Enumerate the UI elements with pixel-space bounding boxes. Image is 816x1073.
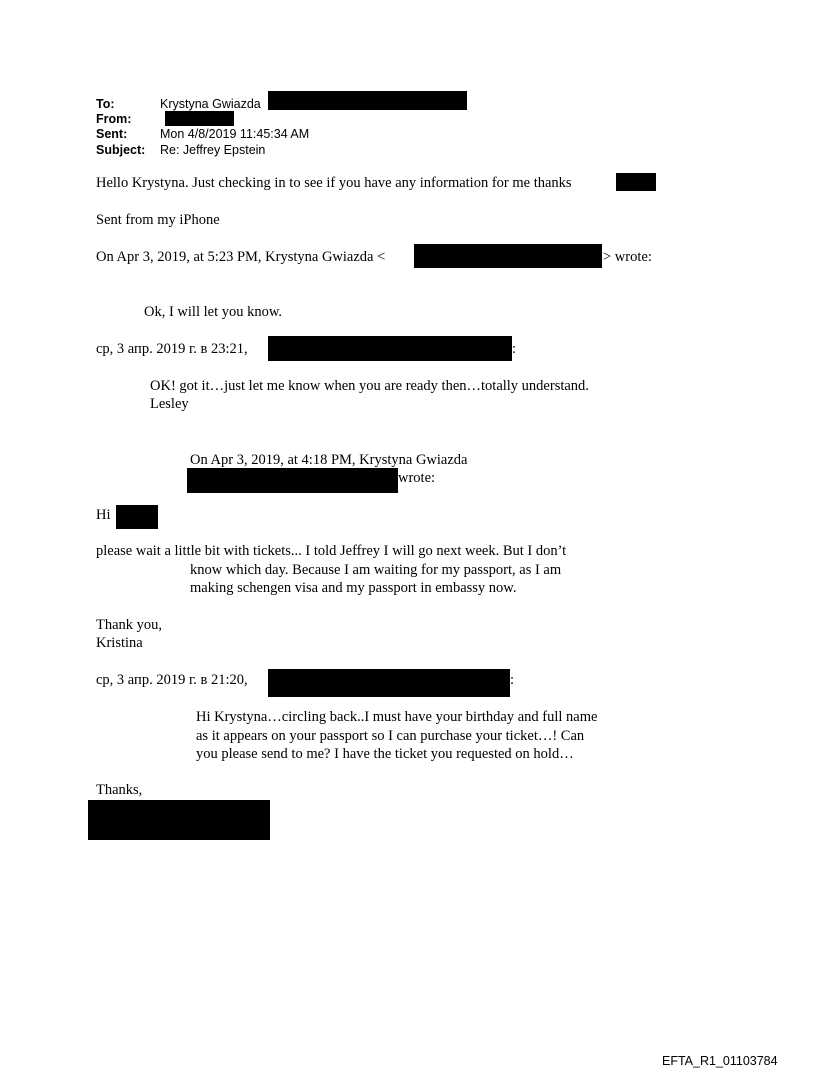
sent-label: Sent: <box>96 127 128 141</box>
redaction-from <box>165 111 234 126</box>
circling-line3: you please send to me? I have the ticket you requested on hold… <box>196 746 574 762</box>
redaction-to-email <box>268 91 467 110</box>
hi-line: Hi <box>96 507 111 523</box>
quote2-line2: Lesley <box>150 396 189 412</box>
quote1-text: Ok, I will let you know. <box>144 304 283 320</box>
redaction-hi-name <box>116 505 158 529</box>
redaction-quote1-email <box>414 244 602 268</box>
circling-line2: as it appears on your passport so I can purchase your ticket…! Can <box>196 728 585 744</box>
thank-you: Thank you, <box>96 617 163 633</box>
redaction-quote4-sender <box>268 669 510 697</box>
circling-line1: Hi Krystyna…circling back..I must have your birthday and full name <box>196 709 598 725</box>
quote3-intro-line1: On Apr 3, 2019, at 4:18 PM, Krystyna Gwiazda <box>190 452 468 468</box>
document-id: EFTA_R1_01103784 <box>662 1054 778 1068</box>
quote2-intro-end: : <box>512 341 517 357</box>
from-label: From: <box>96 112 132 126</box>
quote1-intro-end: > wrote: <box>603 249 652 265</box>
quote2-line1: OK! got it…just let me know when you are ready then…totally understand. <box>150 378 589 394</box>
quote4-intro: ср, 3 апр. 2019 г. в 21:20, <box>96 672 248 688</box>
redaction-signature <box>88 800 270 840</box>
subject-label: Subject: <box>96 143 146 157</box>
kristina-signature: Kristina <box>96 635 143 651</box>
sent-value: Mon 4/8/2019 11:45:34 AM <box>160 127 310 141</box>
please-line1: please wait a little bit with tickets... I told Jeffrey I will go next week. But I don’t <box>96 543 567 559</box>
thanks-line: Thanks, <box>96 782 143 798</box>
iphone-signature: Sent from my iPhone <box>96 212 220 228</box>
quote3-intro-line2-end: wrote: <box>398 470 436 486</box>
redaction-greeting-name <box>616 173 656 191</box>
redaction-quote2-sender <box>268 336 512 361</box>
greeting-line: Hello Krystyna. Just checking in to see if you have any information for me thanks <box>96 175 572 191</box>
please-line3: making schengen visa and my passport in embassy now. <box>190 580 517 596</box>
quote2-intro: ср, 3 апр. 2019 г. в 23:21, <box>96 341 248 357</box>
subject-value: Re: Jeffrey Epstein <box>160 143 266 157</box>
redaction-quote3-email <box>187 468 398 493</box>
to-name: Krystyna Gwiazda <box>160 97 261 111</box>
quote4-intro-end: : <box>510 672 515 688</box>
please-line2: know which day. Because I am waiting for my passport, as I am <box>190 562 562 578</box>
to-label: To: <box>96 97 115 111</box>
quote1-intro: On Apr 3, 2019, at 5:23 PM, Krystyna Gwiazda < <box>96 249 386 265</box>
